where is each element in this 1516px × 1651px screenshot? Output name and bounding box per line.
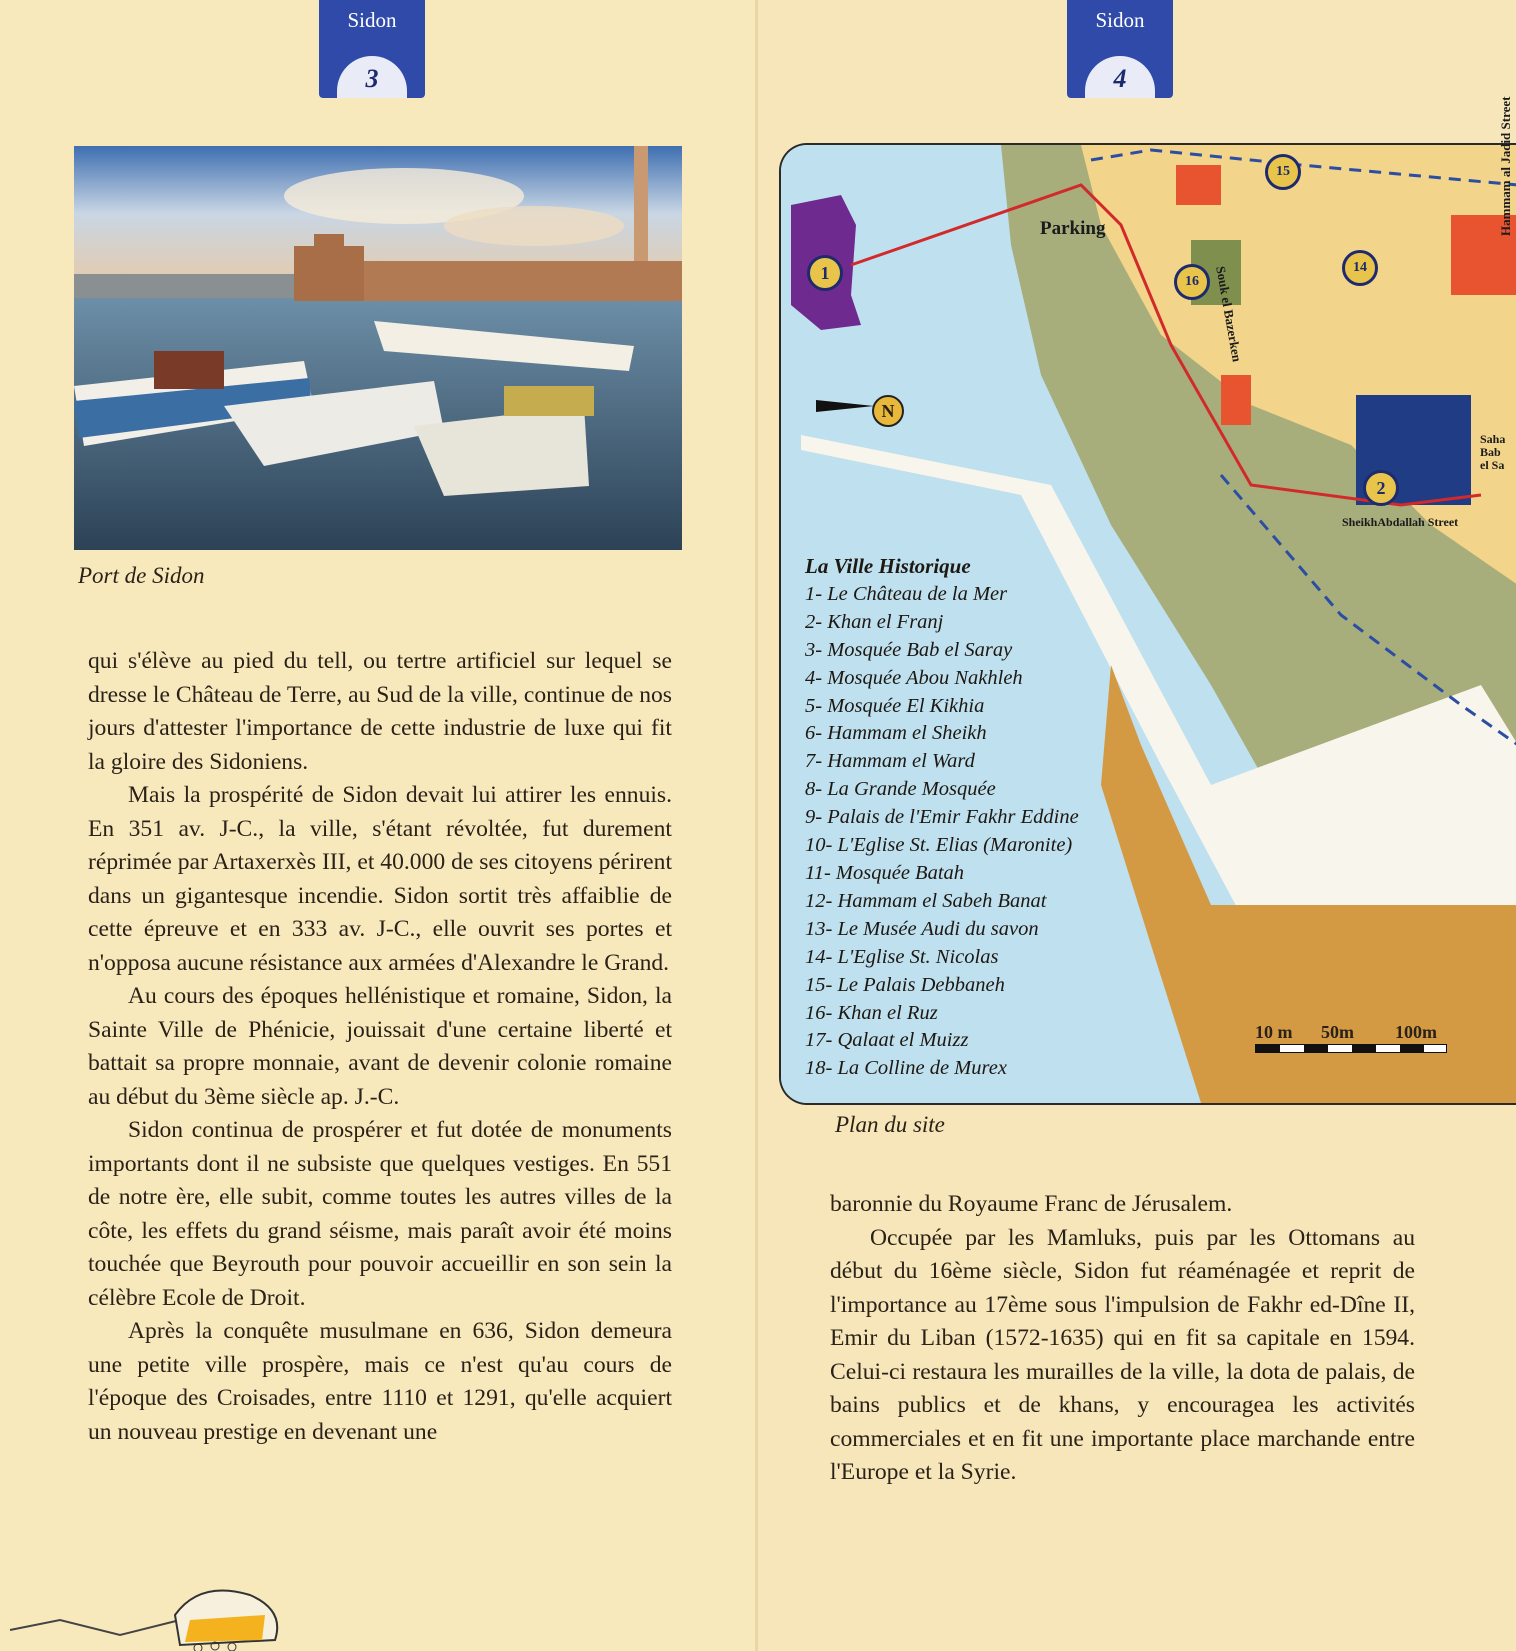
legend-item: 17- Qalaat el Muizz [805,1029,969,1052]
legend-item: 16- Khan el Ruz [805,1001,938,1024]
scale-label: 100m [1395,1022,1437,1042]
page-number: 3 [337,56,407,98]
map-pin-15: 15 [1265,154,1301,190]
legend-item: 4- Mosquée Abou Nakhleh [805,666,1023,689]
map-scale [1255,1022,1445,1050]
north-arrow-icon [816,398,874,414]
legend-list [805,581,1079,1083]
legend-item: 14- L'Eglise St. Nicolas [805,945,999,968]
photo-caption: Port de Sidon [78,563,205,588]
legend-item: 7- Hammam el Ward [805,750,975,773]
legend-item: 12- Hammam el Sabeh Banat [805,889,1047,912]
scale-label: 50m [1321,1022,1354,1042]
page-fold [755,0,758,1651]
map-label-el-sa: el Sa [1480,458,1505,472]
legend-item: 10- L'Eglise St. Elias (Maronite) [805,834,1073,857]
page-number: 4 [1085,56,1155,98]
paragraph: Après la conquête musulmane en 636, Sidon demeura une petite ville prospère, mais ce n'est qu'au cours de l'époque des Croisades, entre 1110 et 1291, qu'elle acquiert un nouveau prestige en devenant une [88,1318,672,1445]
right-body-text [830,1188,1415,1490]
tab-title: Sidon [347,8,397,32]
legend-item: 2- Khan el Franj [805,610,944,633]
scale-bar [1255,1044,1447,1053]
map-label-saha: Saha [1480,432,1506,446]
map-label-souk: Souk el Bazerken [1213,265,1245,363]
map-label-parking: Parking [1040,218,1106,239]
page-tab-left [319,0,425,98]
tab-title: Sidon [1095,8,1145,32]
map-caption: Plan du site [835,1112,945,1137]
legend-item: 9- Palais de l'Emir Fakhr Eddine [805,806,1079,829]
legend-item: 11- Mosquée Batah [805,861,965,884]
decorative-sketch-icon [0,1560,300,1651]
legend-item: 5- Mosquée El Kikhia [805,694,985,717]
map-label-hammam-street: Hammam al Jadid Street [1498,96,1513,236]
scale-label: 10 m [1255,1022,1293,1042]
paragraph: Occupée par les Mamluks, puis par les Ottomans au début du 16ème siècle, Sidon fut réaménagée et reprit de l'importance au 17ème sous l'impulsion de Fakhr ed-Dîne II, Emir du Liban (1572-1635) qui en fit sa capitale en 1594. Celui-ci restaura les murailles de la ville, la dota de palais, de bains publics et de khans, y encouragea les activités commerciales et en fit une importante place marchande entre l'Europe et la Syrie. [830,1224,1415,1485]
legend-item: 1- Le Château de la Mer [805,582,1008,605]
map-pin-16: 16 [1174,264,1210,300]
map-label-sheikh-street: SheikhAbdallah Street [1342,515,1459,529]
paragraph: baronnie du Royaume Franc de Jérusalem. [830,1191,1233,1217]
map-label-bab: Bab [1480,445,1501,459]
legend-item: 18- La Colline de Murex [805,1057,1007,1080]
map-pin-14: 14 [1342,250,1378,286]
map-pin-1: 1 [807,255,843,291]
paragraph: Mais la prospérité de Sidon devait lui attirer les ennuis. En 351 av. J-C., la ville, s'étant révoltée, fut durement réprimée par Artaxerxès III, et 40.000 de ses citoyens périrent dans un gigantesque incendie. Sidon sortit très affaiblie de cette épreuve et en 333 av. J-C., elle ouvrit ses portes et n'opposa aucune résistance aux armées d'Alexandre le Grand. [88,782,672,976]
legend-item: 13- Le Musée Audi du savon [805,917,1039,940]
harbor-photo [74,146,682,550]
map-pin-2: 2 [1363,470,1399,506]
left-body-text [88,645,672,1449]
legend-item: 8- La Grande Mosquée [805,778,996,801]
paragraph: Sidon continua de prospérer et fut dotée de monuments importants dont il ne subsiste que quelques vestiges. En 551 de notre ère, elle subit, comme toutes les autres villes de la côte, les effets du grand séisme, mais paraît avoir été moins touchée que Beyrouth pour pouvoir accueillir en son sein la célèbre Ecole de Droit. [88,1117,672,1311]
paragraph: Au cours des époques hellénistique et romaine, Sidon, la Sainte Ville de Phénicie, jouissait d'une certaine liberté et battait sa propre monnaie, avant de devenir colonie romaine au début du 3ème siècle ap. J.-C. [88,983,672,1110]
legend-item: 3- Mosquée Bab el Saray [805,638,1013,661]
page-tab-right [1067,0,1173,98]
paragraph: qui s'élève au pied du tell, ou tertre artificiel sur lequel se dresse le Château de Terre, au Sud de la ville, continue de nos jours d'attester l'importance de cette industrie de luxe qui fit la gloire des Sidoniens. [88,648,672,775]
map-legend [805,553,1079,1083]
north-icon: N [872,395,904,427]
legend-title: La Ville Historique [805,554,971,578]
legend-item: 6- Hammam el Sheikh [805,722,987,745]
legend-item: 15- Le Palais Debbaneh [805,973,1005,996]
